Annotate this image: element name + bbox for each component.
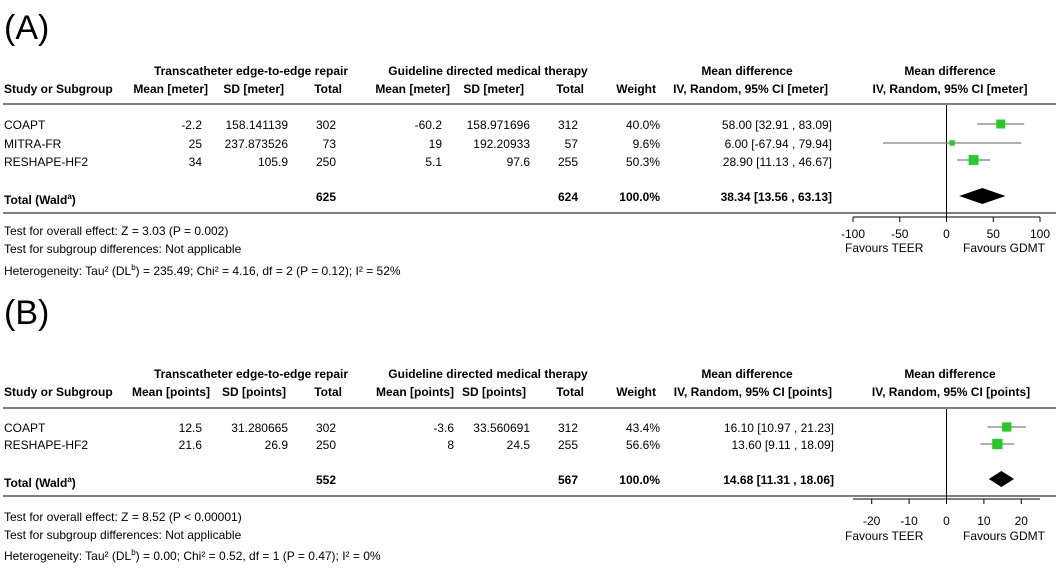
col-sd1: SD [meter]	[223, 82, 284, 96]
col-mean1: Mean [meter]	[133, 82, 208, 96]
mean2-value: -60.2	[414, 118, 442, 132]
panel-label: (A)	[4, 9, 50, 47]
study-name: COAPT	[4, 421, 46, 435]
mean1-value: 25	[188, 137, 202, 151]
x-tick-label: 50	[986, 227, 1000, 241]
md-ci-value: 58.00 [32.91 , 83.09]	[721, 118, 832, 132]
study-name: COAPT	[4, 118, 46, 132]
col-md-ci: IV, Random, 95% CI [meter]	[673, 82, 828, 96]
group1-title: Transcatheter edge-to-edge repair	[153, 64, 349, 78]
col-plot-ci: IV, Random, 95% CI [meter]	[872, 82, 1028, 96]
total1-value: 250	[315, 438, 336, 452]
sd1-value: 105.9	[257, 155, 288, 169]
favours-teer-label: Favours TEER	[845, 529, 924, 543]
total-md-ci: 14.68 [11.31 , 18.06]	[723, 473, 834, 487]
sd2-value: 158.971696	[466, 118, 530, 132]
sd2-value: 97.6	[506, 155, 530, 169]
total-weight: 100.0%	[619, 190, 660, 204]
total-weight: 100.0%	[619, 473, 660, 487]
total-md-ci: 38.34 [13.56 , 63.13]	[720, 190, 832, 204]
forest-plot-b	[843, 285, 1059, 570]
md-ci-value: 16.10 [10.97 , 21.23]	[723, 421, 834, 435]
group2-title: Guideline directed medical therapy	[388, 64, 588, 78]
total2-value: 255	[557, 155, 578, 169]
col-sd2: SD [meter]	[463, 82, 524, 96]
weight-value: 40.0%	[625, 118, 660, 132]
pooled-diamond	[989, 471, 1014, 487]
x-tick-label: 10	[977, 514, 991, 528]
total1-value: 73	[322, 137, 336, 151]
x-tick-label: -50	[891, 227, 909, 241]
weight-value: 56.6%	[625, 438, 660, 452]
weight-value: 9.6%	[632, 137, 660, 151]
col-total2: Total	[556, 385, 584, 399]
col-study: Study or Subgroup	[4, 82, 113, 96]
col-weight: Weight	[616, 82, 656, 96]
total-label: Total (Wald$^a$)	[4, 192, 76, 207]
md-ci-value: 28.90 [11.13 , 46.67]	[722, 155, 832, 169]
total-label: Total (Wald$^a$)	[4, 475, 76, 490]
mean1-value: 12.5	[178, 421, 202, 435]
x-tick-label: 100	[1029, 227, 1051, 241]
x-tick-label: 0	[943, 227, 950, 241]
weight-value: 43.4%	[625, 421, 660, 435]
effect-marker-coapt	[1002, 422, 1011, 431]
heterogeneity-note: Heterogeneity: Tau² $(DL^b) = 0.00$; Chi² = 0.52, df = 1 (P = 0.47); I² = 0%	[4, 548, 381, 563]
md-ci-value: 6.00 [-67.94 , 79.94]	[724, 137, 832, 151]
effect-marker-reshape-hf2	[992, 439, 1002, 449]
favours-teer-label: Favours TEER	[845, 241, 924, 255]
mean1-value: -2.2	[181, 118, 202, 132]
total1-value: 302	[315, 421, 336, 435]
md-ci-value: 13.60 [9.11 , 18.09]	[731, 438, 834, 452]
x-tick-label: -10	[900, 514, 918, 528]
col-sd1: SD [points]	[222, 385, 286, 399]
total1-value: 250	[315, 155, 336, 169]
study-name: RESHAPE-HF2	[4, 438, 89, 452]
group1-title: Transcatheter edge-to-edge repair	[153, 367, 349, 381]
overall-effect-note: Test for overall effect: Z = 8.52 (P < 0.00001)	[4, 510, 242, 524]
col-plot-ci: IV, Random, 95% CI [points]	[871, 385, 1031, 399]
mean2-value: -3.6	[433, 421, 454, 435]
plot-title: Mean difference	[904, 367, 996, 381]
x-tick-label: 20	[1014, 514, 1028, 528]
x-tick-label: -20	[863, 514, 881, 528]
md-title: Mean difference	[701, 367, 793, 381]
x-tick-label: 0	[943, 514, 950, 528]
overall-effect-note: Test for overall effect: Z = 3.03 (P = 0.002)	[4, 224, 229, 238]
group2-title: Guideline directed medical therapy	[388, 367, 588, 381]
heterogeneity-note: Heterogeneity: Tau² $(DL^b) = 235.49$; Chi² = 4.16, df = 2 (P = 0.12); I² = 52%	[4, 263, 401, 278]
weight-value: 50.3%	[625, 155, 660, 169]
sd1-value: 158.141139	[225, 118, 288, 132]
total2-value: 312	[557, 421, 578, 435]
mean1-value: 21.6	[178, 438, 202, 452]
plot-title: Mean difference	[904, 64, 996, 78]
sd2-value: 33.560691	[473, 421, 530, 435]
study-name: RESHAPE-HF2	[4, 155, 89, 169]
favours-gdmt-label: Favours GDMT	[963, 241, 1046, 255]
effect-marker-coapt	[996, 120, 1005, 129]
col-total2: Total	[556, 82, 584, 96]
effect-marker-reshape-hf2	[969, 155, 979, 165]
sd2-value: 24.5	[506, 438, 530, 452]
col-mean2: Mean [points]	[376, 385, 454, 399]
mean2-value: 8	[447, 438, 454, 452]
sd1-value: 31.280665	[231, 421, 288, 435]
total2-value: 57	[564, 137, 578, 151]
pooled-diamond	[959, 188, 1005, 204]
total2-sum: 624	[557, 190, 578, 204]
col-mean1: Mean [points]	[132, 385, 210, 399]
subgroup-note: Test for subgroup differences: Not applicable	[4, 242, 242, 256]
col-weight: Weight	[616, 385, 656, 399]
study-name: MITRA-FR	[4, 137, 62, 151]
col-study: Study or Subgroup	[4, 385, 113, 399]
forest-panel-b	[0, 285, 1059, 570]
mean2-value: 5.1	[425, 155, 442, 169]
md-title: Mean difference	[701, 64, 793, 78]
col-md-ci: IV, Random, 95% CI [points]	[673, 385, 832, 399]
total1-sum: 625	[315, 190, 336, 204]
sd2-value: 192.20933	[473, 137, 530, 151]
total1-value: 302	[315, 118, 336, 132]
mean1-value: 34	[188, 155, 202, 169]
x-tick-label: -100	[840, 227, 866, 241]
sd1-value: 237.873526	[224, 137, 288, 151]
effect-marker-mitra-fr	[949, 140, 954, 145]
mean2-value: 19	[428, 137, 442, 151]
col-sd2: SD [points]	[462, 385, 526, 399]
total2-value: 255	[557, 438, 578, 452]
total1-sum: 552	[315, 473, 336, 487]
col-mean2: Mean [meter]	[375, 82, 450, 96]
total2-value: 312	[557, 118, 578, 132]
sd1-value: 26.9	[264, 438, 288, 452]
subgroup-note: Test for subgroup differences: Not applicable	[4, 528, 242, 542]
total2-sum: 567	[557, 473, 578, 487]
col-total1: Total	[314, 82, 342, 96]
col-total1: Total	[314, 385, 342, 399]
favours-gdmt-label: Favours GDMT	[963, 529, 1046, 543]
panel-label: (B)	[4, 294, 50, 332]
